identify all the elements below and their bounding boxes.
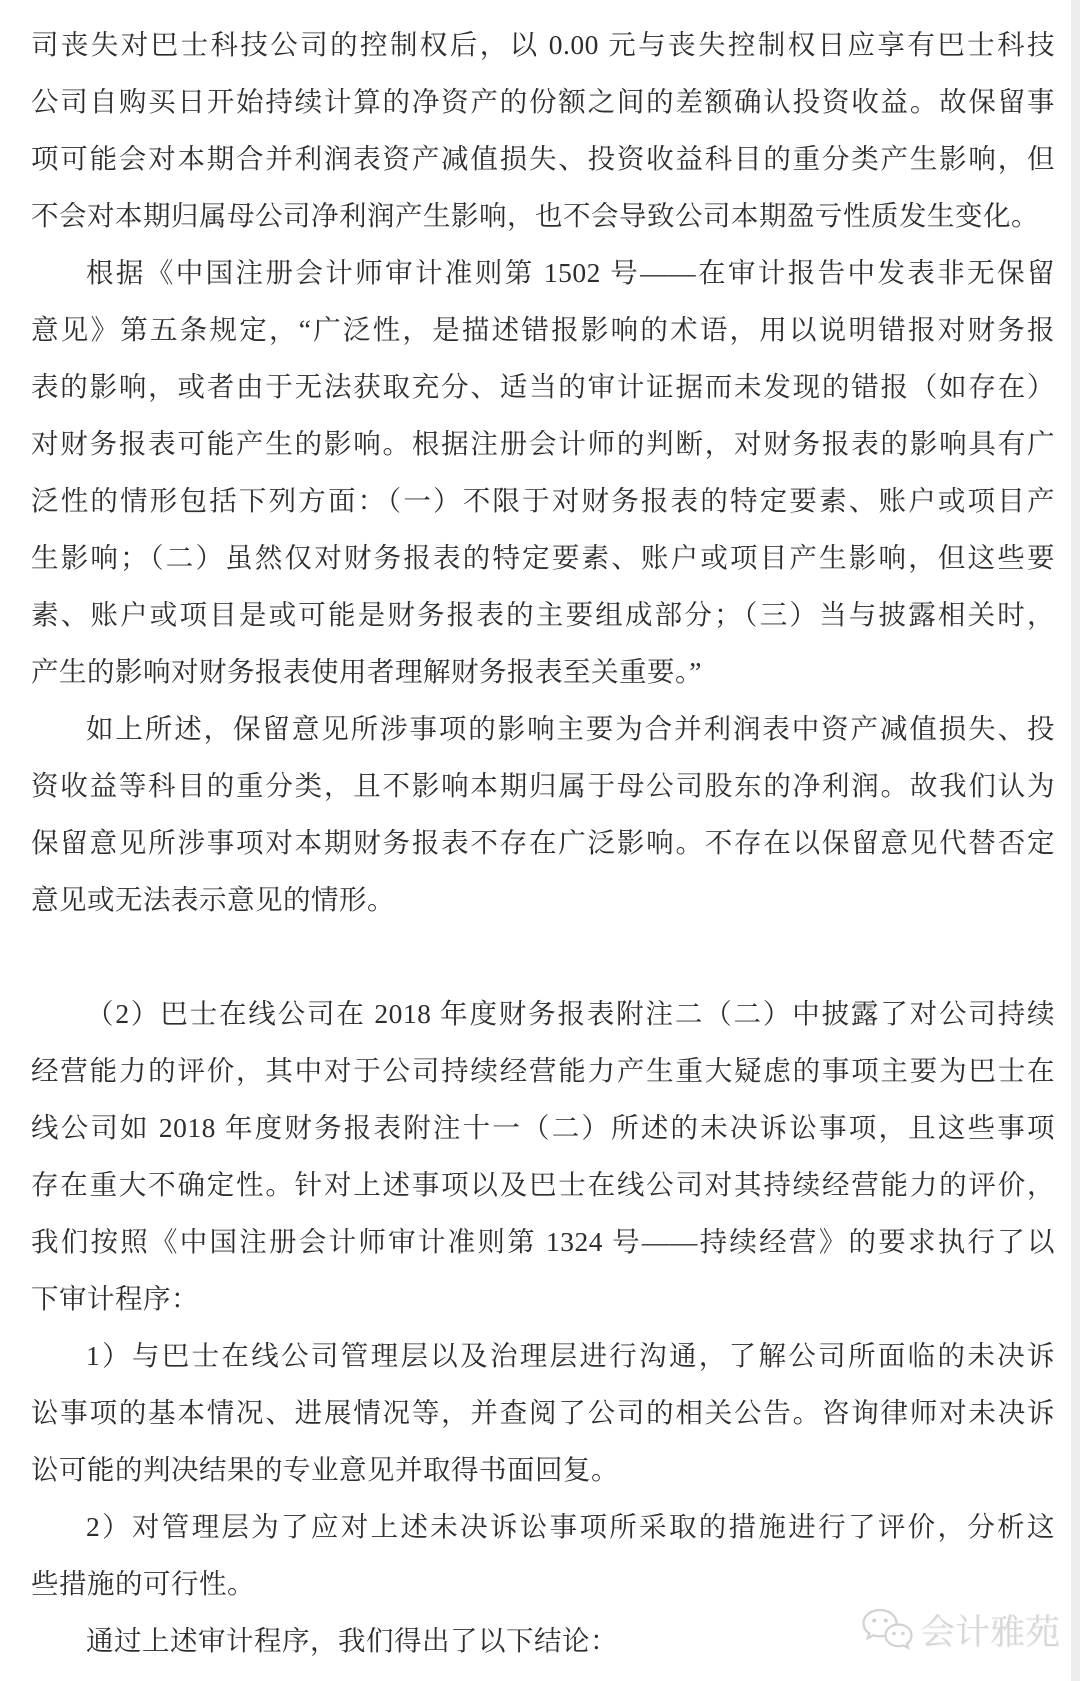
text-line: 保留意见所涉事项对本期财务报表不存在广泛影响。不存在以保留意见代替否定 — [31, 827, 1055, 858]
text-line: 意见或无法表示意见的情形。 — [31, 884, 395, 915]
text-line: 下审计程序： — [31, 1283, 199, 1314]
watermark-label: 会计雅苑 — [919, 1613, 1060, 1652]
text-line: 产生的影响对财务报表使用者理解财务报表至关重要。” — [31, 656, 702, 687]
watermark — [860, 1605, 1060, 1655]
text-line: 讼事项的基本情况、进展情况等，并查阅了公司的相关公告。咨询律师对未决诉 — [31, 1397, 1055, 1428]
text-line: 如上所述，保留意见所涉事项的影响主要为合并利润表中资产减值损失、投 — [86, 713, 1055, 744]
text-line: 司丧失对巴士科技公司的控制权后，以 0.00 元与丧失控制权日应享有巴士科技 — [31, 29, 1055, 60]
page-edge-strip — [1071, 0, 1080, 1681]
text-line: 线公司如 2018 年度财务报表附注十一（二）所述的未决诉讼事项，且这些事项 — [31, 1112, 1055, 1143]
text-line: 项可能会对本期合并利润表资产减值损失、投资收益科目的重分类产生影响，但 — [31, 143, 1055, 174]
text-line: 表的影响，或者由于无法获取充分、适当的审计证据而未发现的错报（如存在） — [31, 371, 1055, 402]
text-line: 公司自购买日开始持续计算的净资产的份额之间的差额确认投资收益。故保留事 — [31, 86, 1055, 117]
text-line: 我们按照《中国注册会计师审计准则第 1324 号——持续经营》的要求执行了以 — [31, 1226, 1055, 1257]
text-line: 资收益等科目的重分类，且不影响本期归属于母公司股东的净利润。故我们认为 — [31, 770, 1055, 801]
text-line: 生影响；（二）虽然仅对财务报表的特定要素、账户或项目产生影响，但这些要 — [31, 542, 1055, 573]
text-line: 2）对管理层为了应对上述未决诉讼事项所采取的措施进行了评价，分析这 — [86, 1511, 1055, 1542]
text-line: 经营能力的评价，其中对于公司持续经营能力产生重大疑虑的事项主要为巴士在 — [31, 1055, 1055, 1086]
text-line: 意见》第五条规定，“广泛性，是描述错报影响的术语，用以说明错报对财务报 — [31, 314, 1055, 345]
text-line: 些措施的可行性。 — [31, 1568, 255, 1599]
text-line: （2）巴士在线公司在 2018 年度财务报表附注二（二）中披露了对公司持续 — [86, 998, 1055, 1029]
text-line: 通过上述审计程序，我们得出了以下结论： — [86, 1625, 618, 1656]
text-line: 对财务报表可能产生的影响。根据注册会计师的判断，对财务报表的影响具有广 — [31, 428, 1055, 459]
wechat-icon — [860, 1607, 914, 1653]
text-line: 素、账户或项目是或可能是财务报表的主要组成部分；（三）当与披露相关时， — [31, 599, 1055, 630]
text-line: 根据《中国注册会计师审计准则第 1502 号——在审计报告中发表非无保留 — [86, 257, 1055, 288]
text-line: 讼可能的判决结果的专业意见并取得书面回复。 — [31, 1454, 619, 1485]
text-line: 1）与巴士在线公司管理层以及治理层进行沟通，了解公司所面临的未决诉 — [86, 1340, 1055, 1371]
text-line: 存在重大不确定性。针对上述事项以及巴士在线公司对其持续经营能力的评价， — [31, 1169, 1055, 1200]
text-line: 不会对本期归属母公司净利润产生影响，也不会导致公司本期盈亏性质发生变化。 — [31, 200, 1039, 231]
text-line: 泛性的情形包括下列方面：（一）不限于对财务报表的特定要素、账户或项目产 — [31, 485, 1055, 516]
